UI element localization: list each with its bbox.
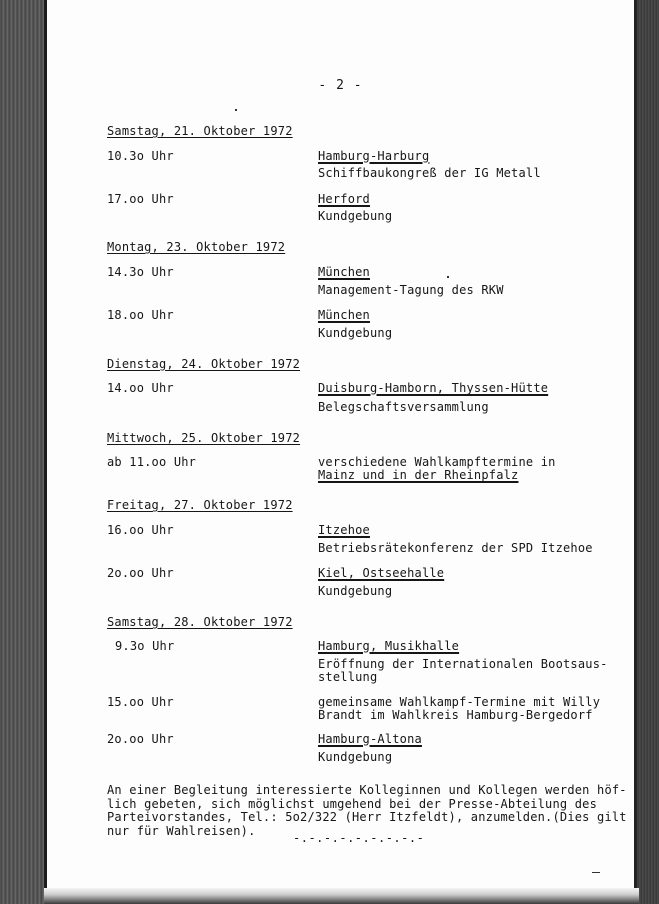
- event-place: Duisburg-Hamborn, Thyssen-Hütte: [318, 381, 549, 395]
- day-heading: Montag, 23. Oktober 1972: [107, 240, 286, 254]
- event-time: 17.oo Uhr: [107, 192, 174, 206]
- event-desc: gemeinsame Wahlkampf-Termine mit Willy: [318, 695, 601, 709]
- event-time: 2o.oo Uhr: [107, 566, 174, 580]
- event-time: 16.oo Uhr: [107, 523, 174, 537]
- event-place: Herford: [318, 192, 370, 206]
- day-heading: Mittwoch, 25. Oktober 1972: [107, 431, 301, 445]
- event-place: Hamburg-Harburg: [318, 149, 430, 163]
- event-time: 14.oo Uhr: [107, 381, 174, 395]
- day-heading: Dienstag, 24. Oktober 1972: [107, 357, 301, 371]
- event-time: 2o.oo Uhr: [107, 732, 174, 746]
- event-desc: Kundgebung: [318, 584, 393, 598]
- event-place: Hamburg, Musikhalle: [318, 639, 460, 653]
- page-number: - 2 -: [318, 78, 363, 93]
- scan-border-bottom: [44, 888, 639, 904]
- event-place: Mainz und in der Rheinpfalz: [318, 468, 519, 482]
- event-time: 14.3o Uhr: [107, 265, 174, 279]
- event-place: München: [318, 265, 370, 279]
- event-time: 10.3o Uhr: [107, 149, 174, 163]
- scan-speck: [447, 276, 449, 278]
- event-place: Hamburg-Altona: [318, 732, 422, 746]
- event-time: 18.oo Uhr: [107, 308, 174, 322]
- event-desc: Betriebsrätekonferenz der SPD Itzehoe: [318, 541, 593, 555]
- footer-note: An einer Begleitung interessierte Kolleginnen und Kollegen werden höf- lich gebeten, sich möglichst umgehend bei der Presse-Abteilung des Parteivorstandes, Tel.: 5o2/322 (Herr Itzfeldt), anzumelden.(Dies gilt nur für Wahlreisen).: [107, 783, 627, 838]
- event-desc: Kundgebung: [318, 750, 393, 764]
- event-desc: Brandt im Wahlkreis Hamburg-Bergedorf: [318, 708, 593, 722]
- event-time: ab 11.oo Uhr: [107, 455, 197, 469]
- scan-border-left: [0, 0, 44, 904]
- event-time: 15.oo Uhr: [107, 695, 174, 709]
- event-desc: Management-Tagung des RKW: [318, 283, 504, 297]
- day-heading: Freitag, 27. Oktober 1972: [107, 498, 293, 512]
- document-page: [47, 0, 634, 888]
- end-mark: -.-.-.-.-.-.-.-.-: [293, 831, 425, 845]
- event-desc: verschiedene Wahlkampftermine in: [318, 455, 556, 469]
- event-desc: Belegschaftsversammlung: [318, 400, 489, 414]
- event-desc: Eröffnung der Internationalen Bootsaus-: [318, 657, 608, 671]
- event-desc: Schiffbaukongreß der IG Metall: [318, 166, 541, 180]
- event-place: Kiel, Ostseehalle: [318, 566, 445, 580]
- event-desc: Kundgebung: [318, 326, 393, 340]
- day-heading: Samstag, 21. Oktober 1972: [107, 124, 293, 138]
- scan-speck: [235, 109, 237, 111]
- scan-border-right: [637, 0, 659, 904]
- day-heading: Samstag, 28. Oktober 1972: [107, 615, 293, 629]
- event-place: München: [318, 308, 370, 322]
- scan-speck: [592, 872, 600, 873]
- event-desc: stellung: [318, 670, 378, 684]
- event-time: 9.3o Uhr: [115, 639, 175, 653]
- event-desc: Kundgebung: [318, 209, 393, 223]
- event-place: Itzehoe: [318, 523, 370, 537]
